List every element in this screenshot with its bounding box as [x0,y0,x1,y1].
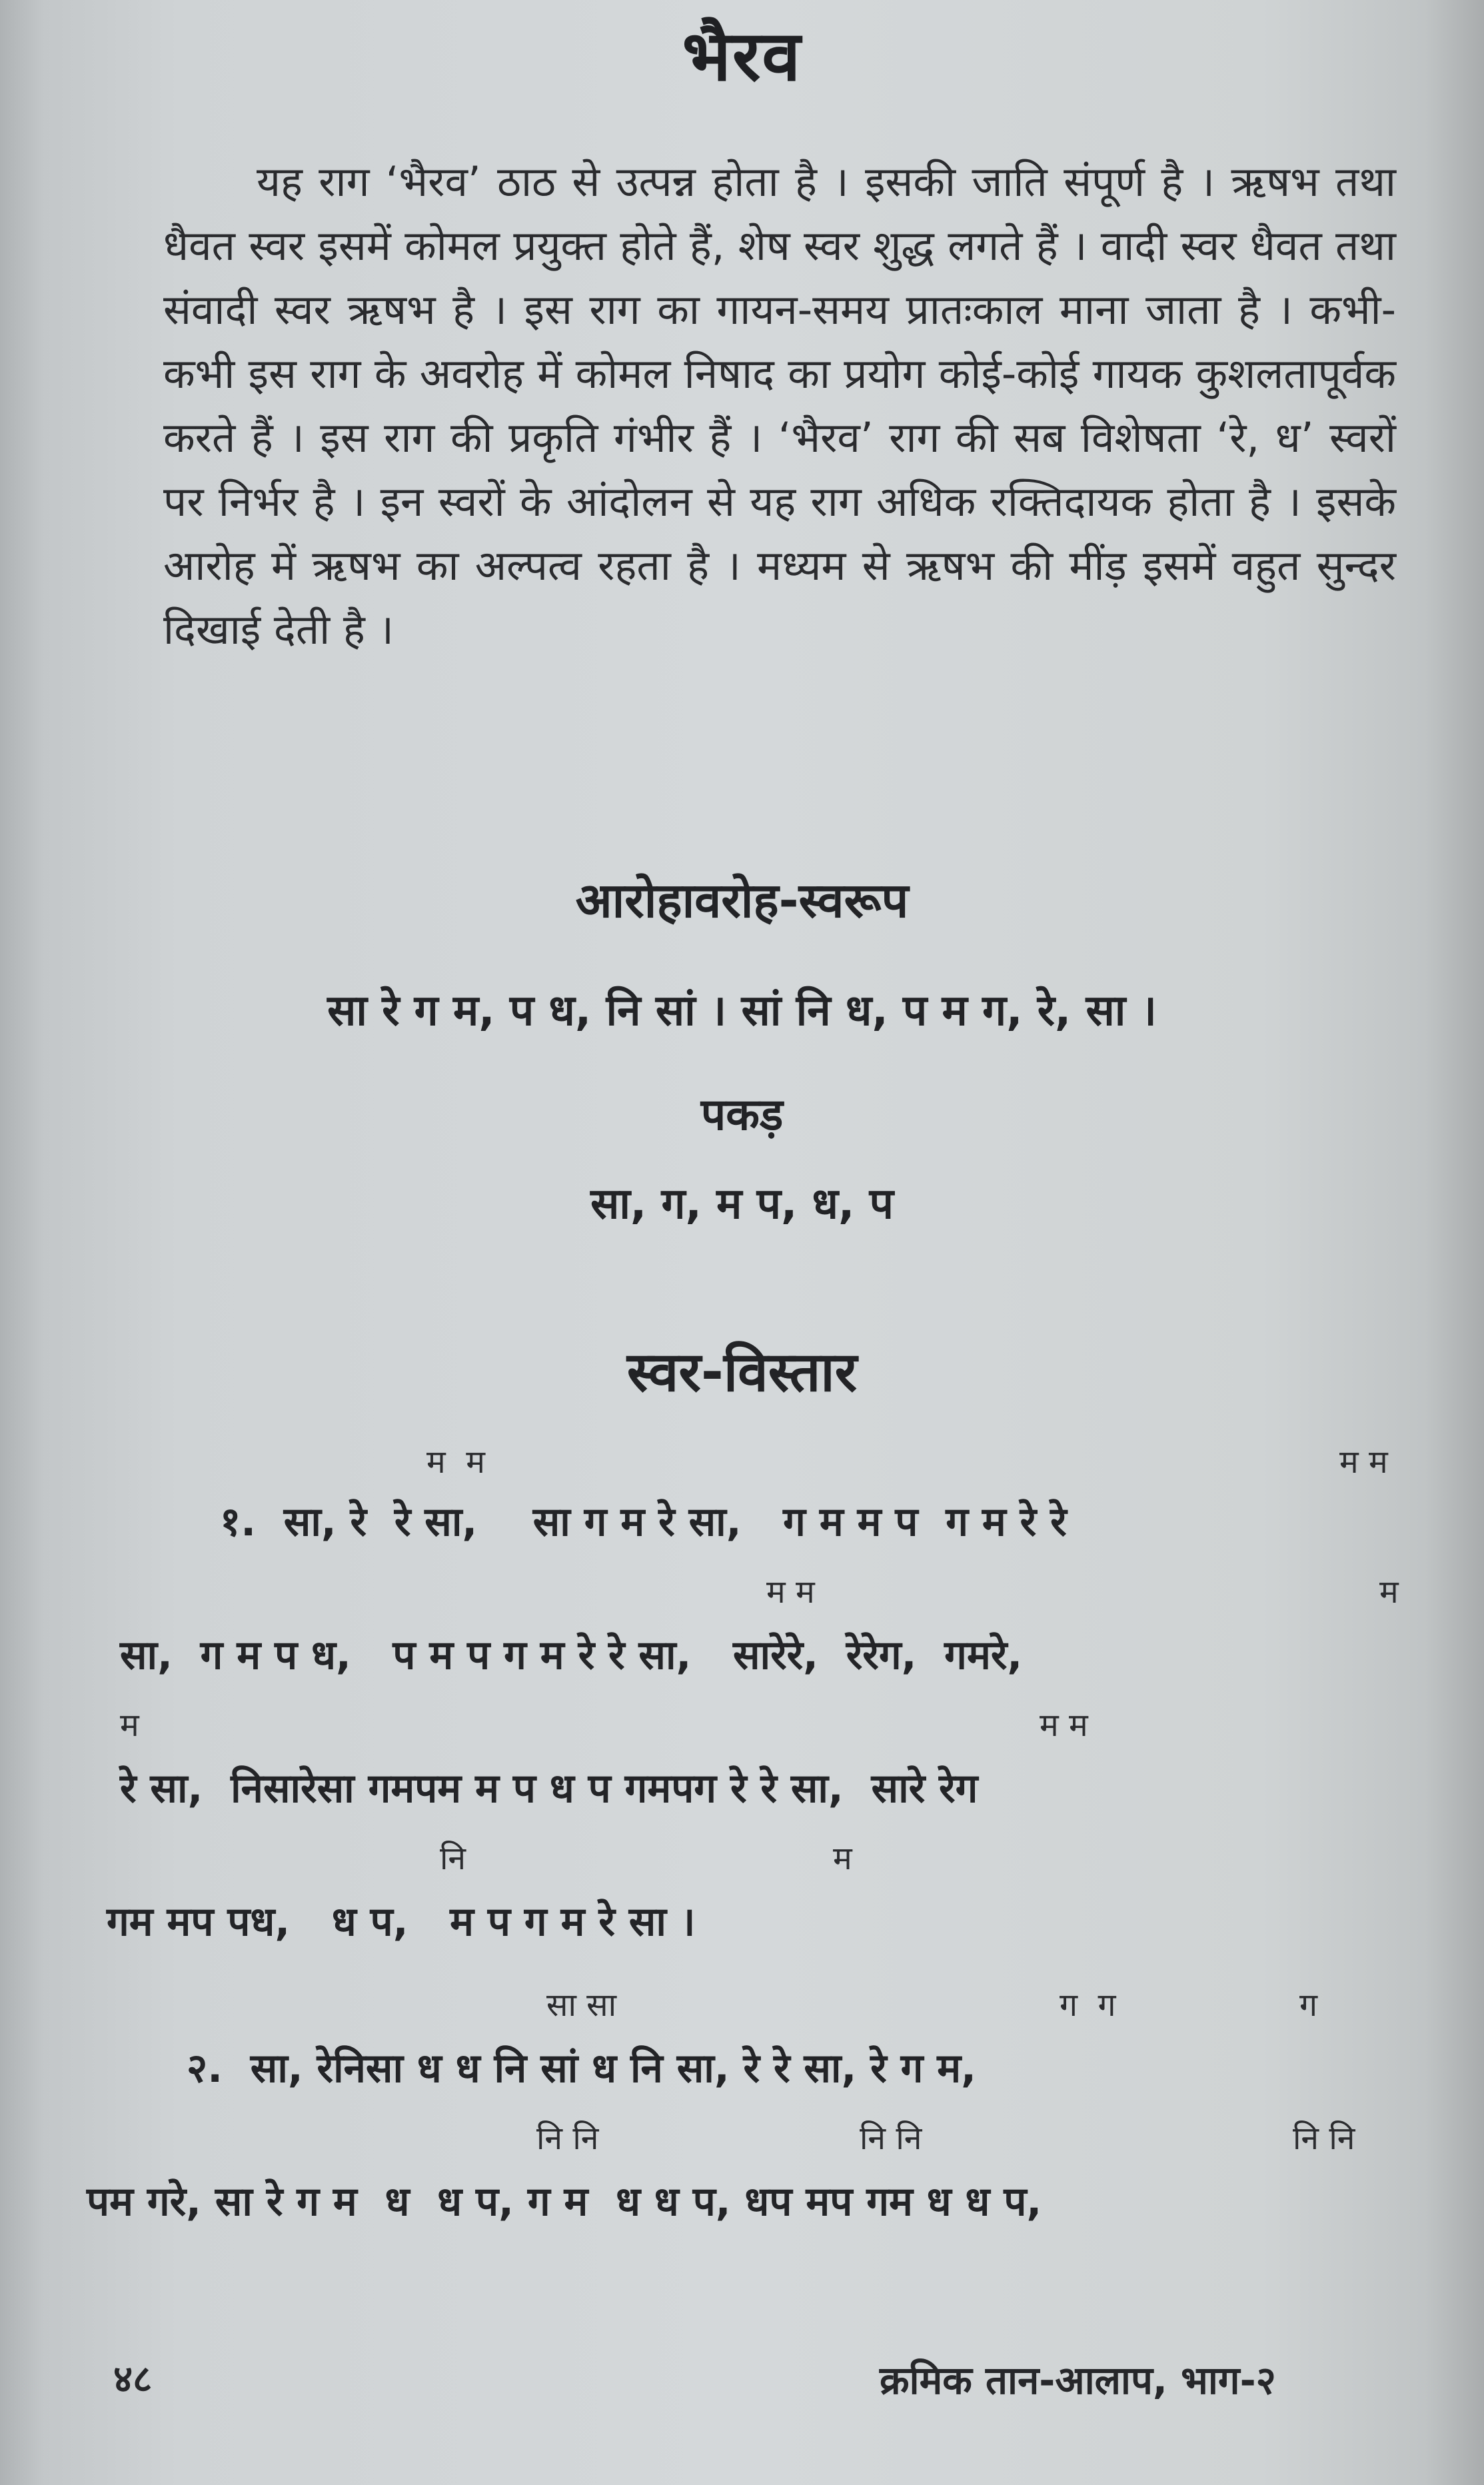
notation-line-3: रे सा, निसारेसा गमपम म प ध प गमपग रे रे सा, सारे रेग [120,1765,978,1812]
swar-vistar-heading: स्वर-विस्तार [626,1341,858,1404]
notation-line-2: सा, ग म प ध, प म प ग म रे रे सा, सारेरे, रेरेग, गमरे, [120,1632,1023,1679]
pakad-notation: सा, ग, म प, ध, प [590,1180,894,1229]
raag-description [163,150,1396,662]
line6-upper-notes-a: नि नि [536,2120,599,2157]
aroh-avaroh-notation: सा रे ग म, प ध, नि सां । सां नि ध, प म ग, रे, सा । [327,986,1157,1036]
pakad-heading: पकड़ [700,1089,784,1140]
notation-line-1: १. सा, रे रे सा, सा ग म रे सा, ग म म प ग म रे रे [220,1499,1067,1545]
notation-line-6: पम गरे, सा रे ग म ध ध प, ग म ध ध प, धप मप गम ध ध प, [87,2178,1042,2225]
notation-line-5: २. सा, रेनिसा ध ध नि सां ध नि सा, रे रे सा, रे ग म, [187,2045,976,2092]
line1-upper-notes-b: म म [1339,1443,1388,1481]
line5-upper-notes-a: सा सा [546,1987,617,2024]
raag-title: भैरव [682,15,802,97]
line2-upper-notes-a: म म [766,1573,815,1611]
line1-upper-notes-a: म म [426,1443,485,1481]
aroh-avaroh-heading: आरोहावरोह-स्वरूप [575,872,909,928]
line6-upper-notes-b: नि नि [860,2120,922,2157]
description-paragraph: यह राग ‘भैरव’ ठाठ से उत्पन्न होता है । इसकी जाति संपूर्ण है । ऋषभ तथा धैवत स्वर इसमें कोमल प्रयुक्त होते हैं, शेष स्वर शुद्ध लगते हैं । वादी स्वर धैवत तथा संवादी स्वर ऋषभ है । इस राग का गायन-समय प्रातःकाल माना जाता है । कभी-कभी इस राग के अवरोह में कोमल निषाद का प्रयोग कोई-कोई गायक कुशलतापूर्वक करते हैं । इस राग की प्रकृति गंभीर हैं । ‘भैरव’ राग की सब विशेषता ‘रे, ध’ स्वरों पर निर्भर है । इन स्वरों के आंदोलन से यह राग अधिक रक्तिदायक होता है । इसके आरोह में ऋषभ का अल्पत्व रहता है । मध्यम से ऋषभ की मींड़ इसमें वहुत सुन्दर दिखाई देती है । [163,157,1396,654]
line6-upper-notes-c: नि नि [1293,2120,1355,2157]
notation-line-4: गम मप पध, ध प, म प ग म रे सा । [107,1899,696,1945]
line3-upper-notes-b: म म [1040,1707,1088,1744]
line5-upper-notes-c: ग [1299,1987,1318,2024]
line2-upper-notes-b: म [1379,1573,1399,1611]
line5-upper-notes-b: ग ग [1060,1987,1116,2024]
line4-upper-notes-a: नि [440,1840,466,1877]
line4-upper-notes-b: म [833,1840,852,1877]
page-number: ४८ [113,2358,153,2401]
line3-upper-notes-a: म [120,1707,139,1744]
book-title-footer: क्रमिक तान-आलाप, भाग-२ [880,2358,1276,2403]
